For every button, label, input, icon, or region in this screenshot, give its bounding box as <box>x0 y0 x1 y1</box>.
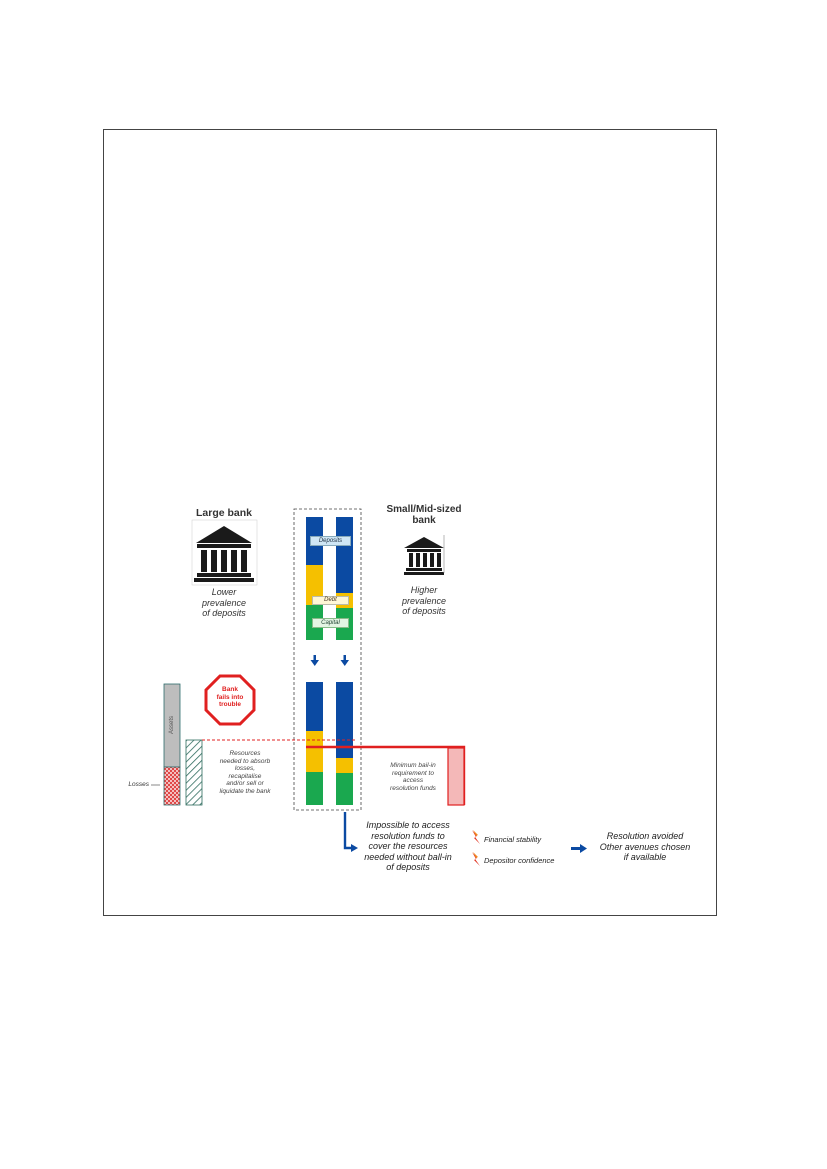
conclusion-text: Resolution avoided Other avenues chosen if available <box>599 831 691 862</box>
small-bank-title: Small/Mid-sized bank <box>386 504 462 526</box>
assets-label: Assets <box>169 716 175 735</box>
risk-depositor-confidence: Depositor confidence <box>484 856 555 865</box>
large-bank-icon <box>192 520 257 585</box>
down-arrow-icon <box>311 655 350 666</box>
small-bank-caption: Higher prevalence of deposits <box>401 585 447 616</box>
small-bank-bottom-stack <box>336 682 353 805</box>
losses-label: Losses <box>128 781 149 788</box>
minimum-bailin-bar <box>448 748 464 805</box>
risk-financial-stability: Financial stability <box>484 835 542 844</box>
large-bank-bottom-stack <box>306 682 323 805</box>
capital-label: Capital <box>312 618 349 628</box>
resources-hatched-bar <box>186 740 202 805</box>
minimum-bailin-note: Minimum bail-in requirement to access resolution funds <box>390 762 436 792</box>
lightning-icon <box>472 830 480 844</box>
right-arrow-icon <box>571 844 587 853</box>
small-bank-icon <box>404 535 444 575</box>
large-bank-title: Large bank <box>195 507 253 519</box>
debt-label: Debt <box>312 596 349 605</box>
outcome-text: Impossible to access resolution funds to cover the resources needed without ball-in of deposits <box>364 820 452 872</box>
deposits-label: Deposits <box>310 536 351 546</box>
lightning-icon <box>472 852 480 866</box>
resources-note: Resources needed to absorb losses, recapitalise and/or sell or liquidate the bank <box>219 750 271 795</box>
stop-sign-text: Bank fails into trouble <box>216 686 244 708</box>
large-bank-caption: Lower prevalence of deposits <box>201 587 247 618</box>
